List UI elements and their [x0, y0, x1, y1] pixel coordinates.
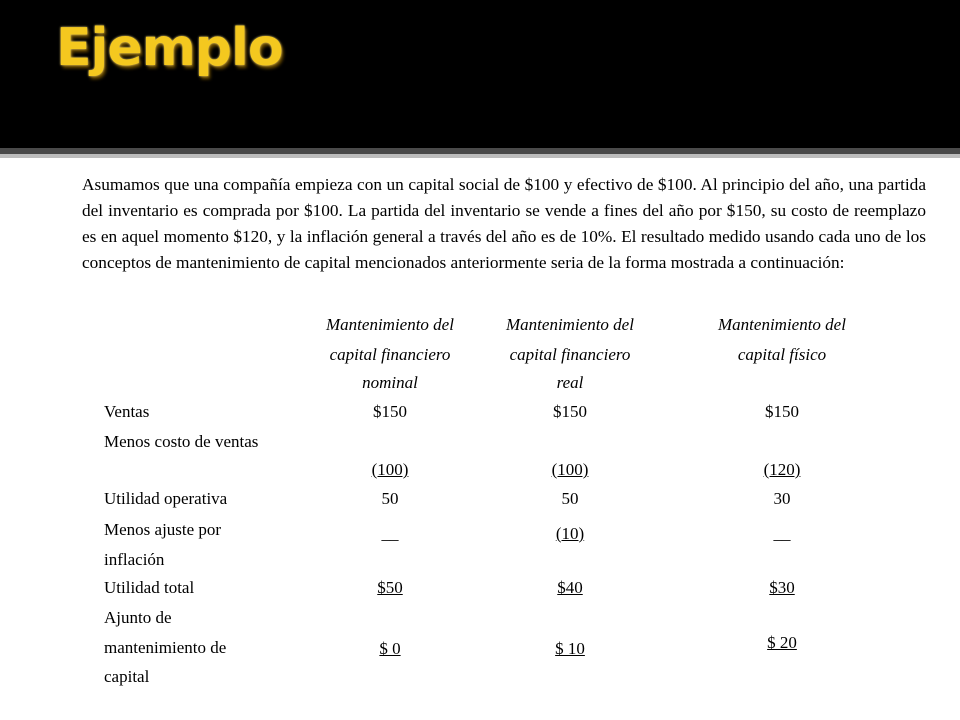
cell-operativa-fisico: 30 [773, 489, 791, 508]
cell-costo-fisico: (120) [763, 460, 801, 479]
intro-paragraph: Asumamos que una compañía empieza con un capital social de $100 y efectivo de $100. Al principio del año, una partida del inventario es comprada por $100. La partida del inventario se vende a fines del año por $150, su costo de reemplazo es en aquel momento $120, y la inflación general a través del año es de 10%. El resultado medido usando cada uno de los conceptos de mantenimiento de capital mencionados anteriormente seria de la forma mostrada a continuación: [82, 175, 926, 272]
row-label-costo: Menos costo de ventas [104, 432, 259, 451]
header-fisico-line2: capital físico [737, 345, 827, 364]
header-nominal-line1: Mantenimiento del [326, 315, 454, 334]
cell-mantenimiento-fisico: $ 20 [767, 633, 797, 652]
row-label-total: Utilidad total [104, 578, 195, 597]
row-label-ajuste-line2: inflación [104, 550, 165, 569]
cell-costo-nominal: (100) [371, 460, 409, 479]
cell-ajuste-nominal: __ [381, 524, 399, 543]
cell-ajuste-fisico: __ [773, 524, 791, 543]
cell-mantenimiento-real: $ 10 [555, 639, 585, 658]
cell-ajuste-real: (10) [555, 524, 585, 543]
cell-ventas-nominal: $150 [373, 402, 407, 421]
row-label-mantenimiento-line3: capital [104, 667, 150, 686]
row-label-mantenimiento-line2: mantenimiento de [104, 638, 227, 657]
row-label-operativa: Utilidad operativa [104, 489, 228, 508]
header-nominal-line2: capital financiero [329, 345, 451, 364]
row-label-ventas: Ventas [104, 402, 150, 421]
header-real-line3: real [556, 373, 584, 392]
header-real-line2: capital financiero [509, 345, 631, 364]
header-fisico-line1: Mantenimiento del [718, 315, 846, 334]
cell-costo-real: (100) [551, 460, 589, 479]
cell-operativa-nominal: 50 [381, 489, 399, 508]
cell-operativa-real: 50 [561, 489, 579, 508]
cell-mantenimiento-nominal: $ 0 [379, 639, 401, 658]
cell-total-real: $40 [557, 578, 583, 597]
row-label-mantenimiento-line1: Ajunto de [104, 608, 172, 627]
header-real-line1: Mantenimiento del [506, 315, 634, 334]
cell-ventas-real: $150 [553, 402, 587, 421]
header-nominal-line3: nominal [362, 373, 418, 392]
title-divider-light [0, 154, 960, 158]
cell-total-fisico: $30 [769, 578, 795, 597]
row-label-ajuste-line1: Menos ajuste por [104, 520, 222, 539]
slide-title: Ejemplo [56, 18, 283, 78]
cell-ventas-fisico: $150 [765, 402, 799, 421]
cell-total-nominal: $50 [377, 578, 403, 597]
